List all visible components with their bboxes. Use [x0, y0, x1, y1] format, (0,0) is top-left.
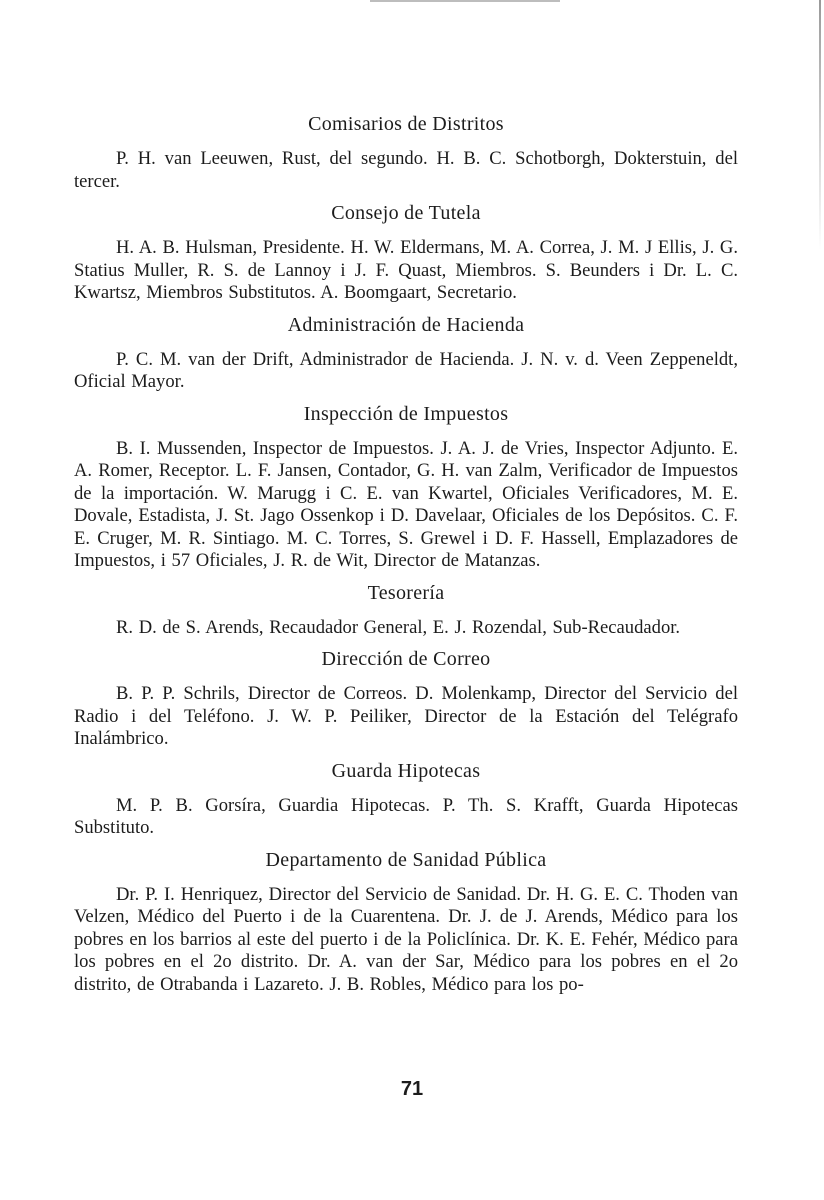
- section-heading: Administración de Hacienda: [287, 313, 525, 336]
- scan-edge-top: [370, 0, 560, 2]
- section-heading: Inspección de Impuestos: [303, 402, 509, 425]
- section-body: M. P. B. Gorsíra, Guardia Hipotecas. P. Th. S. Krafft, Guarda Hipotecas Substituto.: [74, 794, 738, 838]
- section-body: H. A. B. Hulsman, Presidente. H. W. Eldermans, M. A. Correa, J. M. J Ellis, J. G. Statius Muller, R. S. de Lannoy i J. F. Quast, Miembros. S. Beunders i Dr. L. C. Kwartsz, Miembros Substitutos. A. Boomgaart, Secretario.: [74, 237, 738, 303]
- section-comisarios-de-distritos: [74, 110, 738, 193]
- section-body: R. D. de S. Arends, Recaudador General, E. J. Rozendal, Sub-Recaudador.: [116, 616, 681, 638]
- section-tesoreria: [74, 579, 738, 640]
- section-body: P. H. van Leeuwen, Rust, del segundo. H. B. C. Schotborgh, Dokterstuin, del tercer.: [74, 148, 738, 192]
- page-number: 71: [400, 1078, 424, 1100]
- section-heading: Comisarios de Distritos: [308, 113, 504, 135]
- section-heading: Tesorería: [367, 581, 445, 604]
- section-heading: Departamento de Sanidad Pública: [265, 848, 547, 871]
- section-heading: Consejo de Tutela: [331, 202, 481, 224]
- section-departamento-de-sanidad-publica: [74, 846, 738, 997]
- section-heading: Guarda Hipotecas: [331, 759, 481, 782]
- section-direccion-de-correo: [74, 645, 738, 751]
- section-administracion-de-hacienda: [74, 311, 738, 394]
- section-body: Dr. P. I. Henriquez, Director del Servicio de Sanidad. Dr. H. G. E. C. Thoden van Velzen, Médico del Puerto i de la Cuarentena. Dr. J. de J. Arends, Médico para los pobres en los barrios al este del puerto i de la Policlínica. Dr. K. E. Fehér, Médico para los pobres en el 2o distrito. Dr. A. van der Sar, Médico para los pobres en el 2o distrito, de Otrabanda i Lazareto. J. B. Robles, Médico para los po-: [74, 883, 738, 995]
- section-body: B. P. P. Schrils, Director de Correos. D. Molenkamp, Director del Servicio del Radio i del Teléfono. J. W. P. Peiliker, Director de la Estación del Telégrafo Inalámbrico.: [74, 683, 738, 749]
- scan-edge-right: [819, 0, 821, 250]
- section-guarda-hipotecas: [74, 757, 738, 840]
- section-consejo-de-tutela: [74, 199, 738, 305]
- section-inspeccion-de-impuestos: [74, 400, 738, 573]
- section-heading: Dirección de Correo: [321, 648, 491, 670]
- section-body: B. I. Mussenden, Inspector de Impuestos. J. A. J. de Vries, Inspector Adjunto. E. A. Romer, Receptor. L. F. Jansen, Contador, G. H. van Zalm, Verificador de Impuestos de la importación. W. Marugg i C. E. van Kwartel, Oficiales Verificadores, M. E. Dovale, Estadista, J. St. Jago Ossenkop i D. Davelaar, Oficiales de los Depósitos. C. F. E. Cruger, M. R. Sintiago. M. C. Torres, S. Grewel i D. F. Hassell, Emplazadores de Impuestos, i 57 Oficiales, J. R. de Wit, Director de Matanzas.: [74, 437, 738, 571]
- page-content: [74, 110, 738, 1002]
- section-body: P. C. M. van der Drift, Administrador de Hacienda. J. N. v. d. Veen Zeppeneldt, Oficial Mayor.: [74, 348, 738, 392]
